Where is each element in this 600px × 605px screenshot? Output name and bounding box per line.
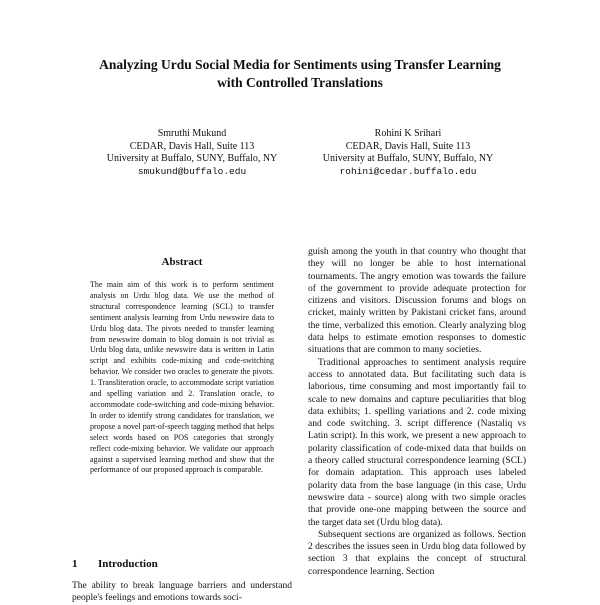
body-paragraph-2: Traditional approaches to sentiment analysis require access to annotated data. But facilitating such data is laborious, time consuming and most importantly fail to scale to new domains and capture peculiarities that blog data exhibits; 1. spelling variations and 2. code mixing and code switching. 3. script difference (Nastaliq vs Latin script). In this work, we present a new approach to polarity classification of code-mixed data that builds on a theory called structural correspondence learning (SCL) for domain adaptation. This approach uses labeled polarity data from the base language (in this case, Urdu newswire data - source) along with two simple oracles that provide one-one mapping between the source and the target data set (Urdu blog data). (308, 357, 526, 528)
title-line-2: with Controlled Translations (217, 75, 383, 90)
section-title: Introduction (98, 558, 158, 570)
title-line-1: Analyzing Urdu Social Media for Sentiments using Transfer Learning (99, 57, 501, 72)
author-affiliation: CEDAR, Davis Hall, Suite 113 (345, 140, 471, 152)
author-affiliation: CEDAR, Davis Hall, Suite 113 (129, 140, 255, 152)
author-institution: University at Buffalo, SUNY, Buffalo, NY (106, 153, 278, 165)
author-email: rohini@cedar.buffalo.edu (339, 165, 477, 177)
left-column (72, 256, 292, 476)
author-institution: University at Buffalo, SUNY, Buffalo, NY (322, 153, 494, 165)
right-column (308, 246, 526, 578)
author-name: Smruthi Mukund (157, 128, 227, 139)
introduction-text: The ability to break language barriers and understand people's feelings and emotions towards soci- (72, 581, 292, 604)
section-heading-introduction (72, 558, 158, 570)
body-paragraph-1: guish among the youth in that country who thought that they will no longer be able to host international tournaments. The angry emotion was towards the failure of the government to provide adequate protection for citizens and visitors. Discussion forums and blogs on cricket, mainly written by Pakistani cricket fans, around the time, verbalized this emotion. Clearly analyzing blog data helps to estimate emotion responses to domestic situations that are common to many societies. (308, 247, 526, 356)
abstract-text: The main aim of this work is to perform sentiment analysis on Urdu blog data. We use the method of structural correspondence learning (SCL) to transfer sentiment analysis learning from Urdu newswire data to Urdu blog data. The pivots needed to transfer learning from newswire domain to blog domain is not trivial as Urdu blog data, unlike newswire data is written in Latin script and exhibits code-mixing and code-switching behavior. We consider two oracles to generate the pivots. 1. Transliteration oracle, to accommodate script variation and spelling variation and 2. Translation oracle, to accommodate code-switching and code-mixing behavior. In order to identify strong candidates for translation, we propose a novel part-of-speech tagging method that helps select words based on POS categories that strongly reflect code-mixing behavior. We validate our approach against a supervised learning method and show that the performance of our proposed approach is comparable. (90, 280, 274, 475)
body-paragraph-3: Subsequent sections are organized as follows. Section 2 describes the issues seen in Urdu blog data followed by section 3 that explains the concept of structural correspondence learning. Section (308, 529, 526, 577)
section-number: 1 (72, 558, 78, 570)
author-email: smukund@buffalo.edu (137, 165, 247, 177)
paper-title (60, 56, 540, 92)
abstract-heading: Abstract (161, 256, 203, 268)
author-block-2 (298, 128, 518, 178)
author-name: Rohini K Srihari (374, 128, 442, 139)
author-block-1 (82, 128, 302, 178)
